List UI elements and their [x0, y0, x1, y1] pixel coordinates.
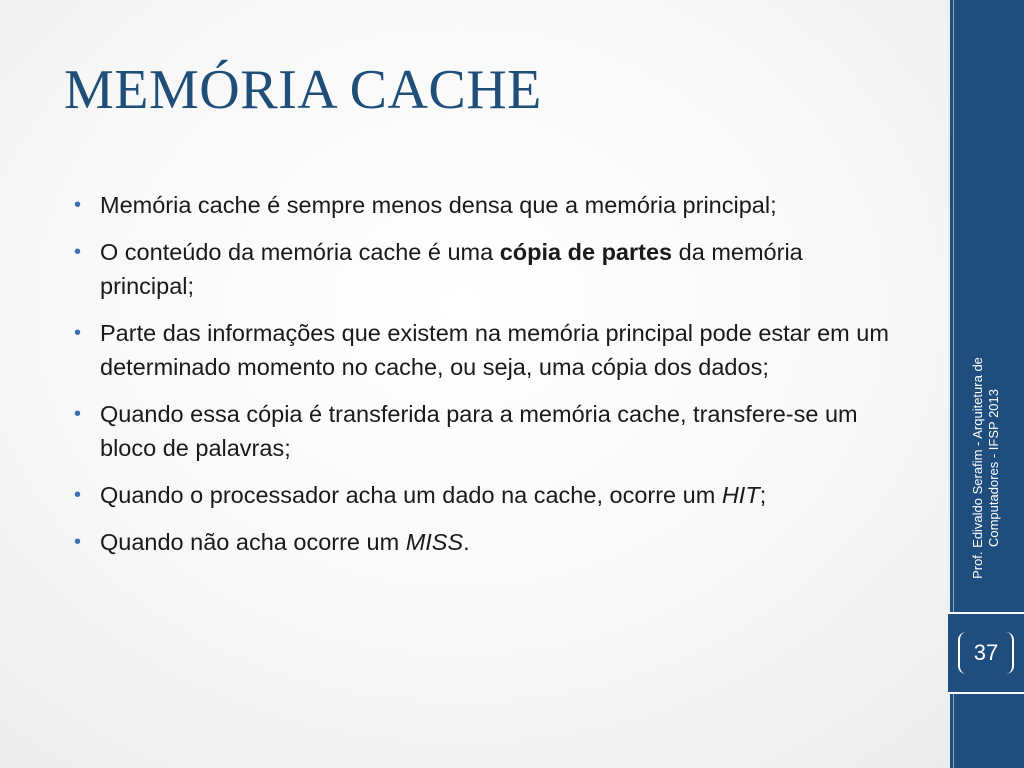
bullet-dot-icon: • — [74, 194, 82, 216]
bullet-text: Parte das informações que existem na memória principal pode estar em um determinado momento no cache, ou seja, uma cópia dos dados; — [100, 320, 889, 380]
bullet-item — [72, 397, 902, 465]
bullet-item — [72, 316, 902, 384]
bullet-item — [72, 525, 902, 559]
bullet-text: Quando o processador acha um dado na cache, ocorre um — [100, 482, 722, 508]
bullet-item — [72, 188, 902, 222]
bullet-dot-icon: • — [74, 403, 82, 425]
bullet-text: Memória cache é sempre menos densa que a memória principal; — [100, 192, 777, 218]
slide-title: MEMÓRIA CACHE — [64, 59, 542, 121]
page-number: 37 — [973, 640, 999, 665]
bullet-text: da memória principal; — [100, 239, 803, 299]
bullet-dot-icon: • — [74, 531, 82, 553]
bullet-text: MISS — [405, 529, 464, 555]
bullet-text: ; — [759, 482, 767, 508]
bullet-text: . — [463, 529, 470, 555]
bullet-text: Quando essa cópia é transferida para a memória cache, transfere-se um bloco de palavras; — [100, 401, 858, 461]
bullet-dot-icon: • — [74, 322, 82, 344]
bullet-text: cópia de partes — [499, 239, 673, 265]
bullet-list — [72, 188, 902, 572]
bullet-text: O conteúdo da memória cache é uma — [100, 239, 500, 265]
bullet-text: HIT — [721, 482, 760, 508]
bullet-dot-icon: • — [74, 241, 82, 263]
bullet-item — [72, 235, 902, 303]
bullet-text: Quando não acha ocorre um — [100, 529, 406, 555]
bullet-item — [72, 478, 902, 512]
page-number-box — [948, 612, 1024, 694]
bullet-dot-icon: • — [74, 484, 82, 506]
footer-text: Prof. Edivaldo Serafim - Arquitetura de Computadores - IFSP 2013 — [970, 357, 1001, 579]
